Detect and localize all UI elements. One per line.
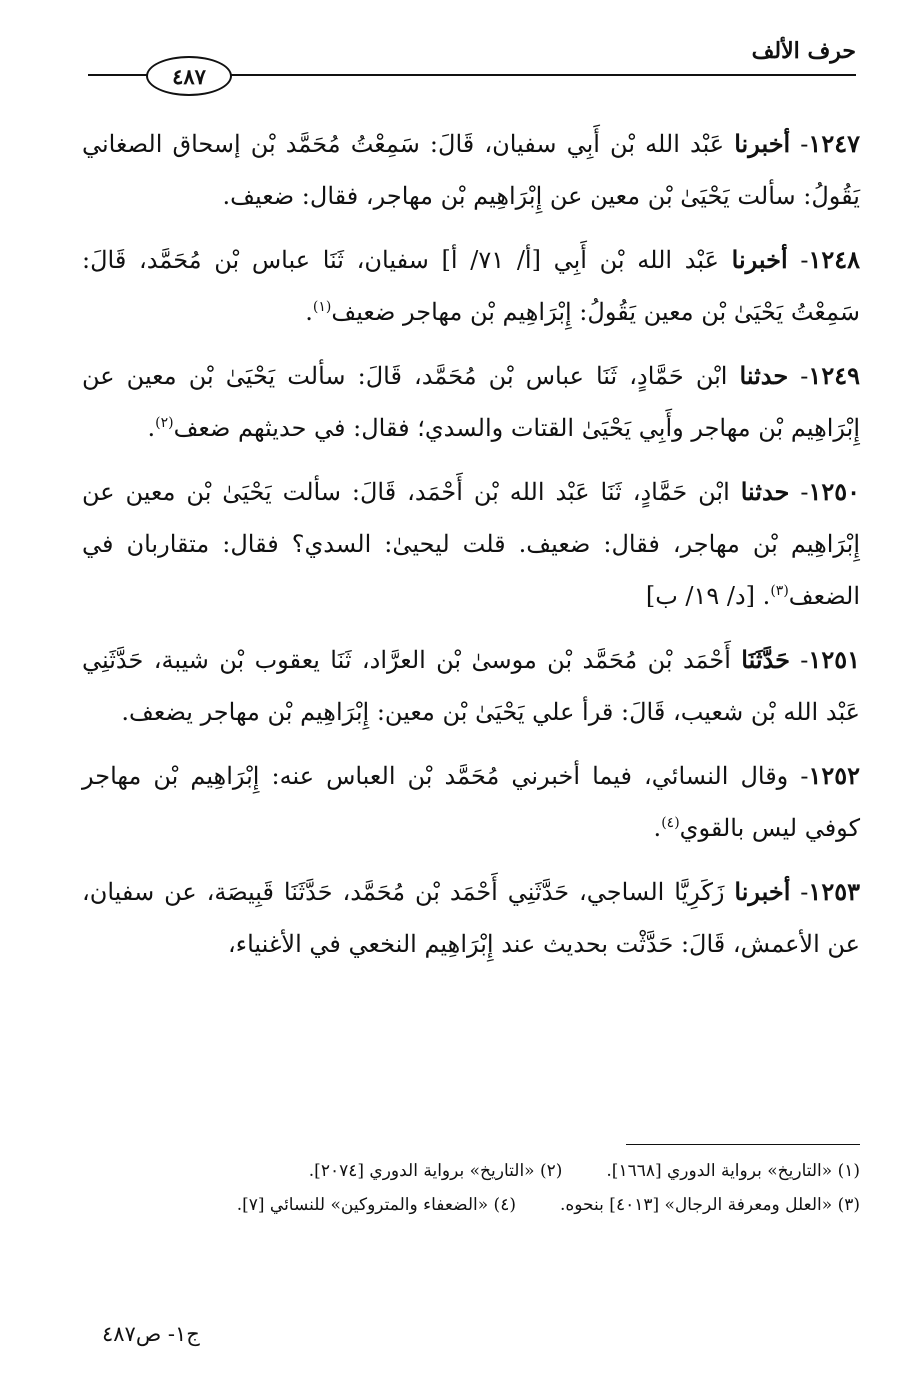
entry-end: . [653,814,662,842]
entry-number: ١٢٤٩ [808,361,860,390]
entry-text: عَبْد الله بْن أَبِي [أ/ ٧١/ أ] سفيان، ثَنَا عباس بْن مُحَمَّد، قَالَ: سَمِعْتُ يَحْيَىٰ بْن معين يَقُولُ: إِبْرَاهِيم بْن مهاجر ضعيف [82,246,860,326]
main-text [82,118,860,982]
entry: ١٢٤٧- أخبرنا عَبْد الله بْن أَبِي سفيان، قَالَ: سَمِعْتُ مُحَمَّد بْن إسحاق الصغاني يَقُولُ: سألت يَحْيَىٰ بْن معين عن إِبْرَاهِيم بْن مهاجر، فقال: ضعيف. [82,129,860,210]
entry-keyword: حدثنا [739,361,789,390]
entry: ١٢٥٢- وقال النسائي، فيما أخبرني مُحَمَّد بْن العباس عنه: إِبْرَاهِيم بْن مهاجر كوفي ليس بالقوي$^{(٤)}$. [82,761,860,842]
entry-text: وقال النسائي، فيما أخبرني مُحَمَّد بْن العباس عنه: إِبْرَاهِيم بْن مهاجر كوفي ليس بالقوي [82,762,860,842]
entry-end: . [305,298,313,326]
footnote: (٢) «التاريخ» برواية الدوري [٢٠٧٤]. [308,1161,563,1181]
running-title: حرف الألف [751,38,856,64]
footnote: (١) «التاريخ» برواية الدوري [١٦٦٨]. [606,1161,860,1181]
footnote: (٣) «العلل ومعرفة الرجال» [٤٠١٣] بنحوه. [559,1195,860,1215]
entry-number: ١٢٤٨ [808,245,860,274]
entry: ١٢٤٨- أخبرنا عَبْد الله بْن أَبِي [أ/ ٧١/ أ] سفيان، ثَنَا عباس بْن مُحَمَّد، قَالَ: سَمِعْتُ يَحْيَىٰ بْن معين يَقُولُ: إِبْرَاهِيم بْن مهاجر ضعيف$^{(١)}$. [82,245,860,326]
footnote-ref: (٤) [661,815,680,831]
volume-page-ref: ج١- ص٤٨٧ [102,1322,200,1346]
footnotes [150,1154,860,1222]
footnote-row [150,1154,860,1188]
footnote-row [150,1188,860,1222]
entry-number: ١٢٥٣ [808,877,860,906]
footnote: (٤) «الضعفاء والمتروكين» للنسائي [٧]. [236,1195,516,1215]
entry: ١٢٥٠- حدثنا ابْن حَمَّادٍ، ثَنَا عَبْد الله بْن أَحْمَد، قَالَ: سألت يَحْيَىٰ بْن معين عن إِبْرَاهِيم بْن مهاجر، فقال: ضعيف. قلت ليحيىٰ: السدي؟ فقال: متقاربان في الضعف$^{(٣)}$. [د/ ١٩/ ب] [82,477,860,610]
entry-keyword: حَدَّثَنَا [741,645,790,674]
entry: ١٢٥٣- أخبرنا زَكَرِيَّا الساجي، حَدَّثَنِي أَحْمَد بْن مُحَمَّد، حَدَّثَنَا قَبِيصَة، عن سفيان، عن الأعمش، قَالَ: حَدَّثْت بحديث عند إِبْرَاهِيم النخعي في الأغنياء، [82,877,860,958]
entry-number: ١٢٥٠ [808,477,860,506]
entry-text: أَحْمَد بْن مُحَمَّد بْن موسىٰ بْن العرَّاد، ثَنَا يعقوب بْن شيبة، حَدَّثَنِي عَبْد الله بْن شعيب، قَالَ: قرأ علي يَحْيَىٰ بْن معين: إِبْرَاهِيم بْن مهاجر يضعف. [82,646,860,726]
entry: ١٢٤٩- حدثنا ابْن حَمَّادٍ، ثَنَا عباس بْن مُحَمَّد، قَالَ: سألت يَحْيَىٰ بْن معين عن إِبْرَاهِيم بْن مهاجر وأَبِي يَحْيَىٰ القتات والسدي؛ فقال: في حديثهم ضعف$^{(٢)}$. [82,361,860,442]
entry-text: زَكَرِيَّا الساجي، حَدَّثَنِي أَحْمَد بْن مُحَمَّد، حَدَّثَنَا قَبِيصَة، عن سفيان، عن الأعمش، قَالَ: حَدَّثْت بحديث عند إِبْرَاهِيم النخعي في الأغنياء، [82,878,860,958]
entry-number: ١٢٤٧ [808,129,860,158]
entry-number: ١٢٥١ [808,645,860,674]
entry-keyword: حدثنا [740,477,790,506]
entry: ١٢٥١- حَدَّثَنَا أَحْمَد بْن مُحَمَّد بْن موسىٰ بْن العرَّاد، ثَنَا يعقوب بْن شيبة، حَدَّثَنِي عَبْد الله بْن شعيب، قَالَ: قرأ علي يَحْيَىٰ بْن معين: إِبْرَاهِيم بْن مهاجر يضعف. [82,645,860,726]
entry-keyword: أخبرنا [731,245,788,274]
entry-end: . [د/ ١٩/ ب] [645,582,771,610]
entry-keyword: أخبرنا [734,129,791,158]
entry-text: ابْن حَمَّادٍ، ثَنَا عَبْد الله بْن أَحْمَد، قَالَ: سألت يَحْيَىٰ بْن معين عن إِبْرَاهِيم بْن مهاجر، فقال: ضعيف. قلت ليحيىٰ: السدي؟ فقال: متقاربان في الضعف [82,478,860,610]
page-number: ٤٨٧ [146,56,232,96]
footnote-ref: (١) [312,299,332,315]
entry-keyword: أخبرنا [734,877,791,906]
entry-text: عَبْد الله بْن أَبِي سفيان، قَالَ: سَمِعْتُ مُحَمَّد بْن إسحاق الصغاني يَقُولُ: سألت يَحْيَىٰ بْن معين عن إِبْرَاهِيم بْن مهاجر، فقال: ضعيف. [82,130,860,210]
page-header [88,38,856,96]
footnote-ref: (٢) [155,415,174,431]
entry-end: . [147,414,156,442]
entry-number: ١٢٥٢ [808,761,860,790]
footnote-ref: (٣) [770,583,789,599]
footnote-rule [626,1144,860,1145]
entry-text: ابْن حَمَّادٍ، ثَنَا عباس بْن مُحَمَّد، قَالَ: سألت يَحْيَىٰ بْن معين عن إِبْرَاهِيم بْن مهاجر وأَبِي يَحْيَىٰ القتات والسدي؛ فقال: في حديثهم ضعف [82,362,860,442]
